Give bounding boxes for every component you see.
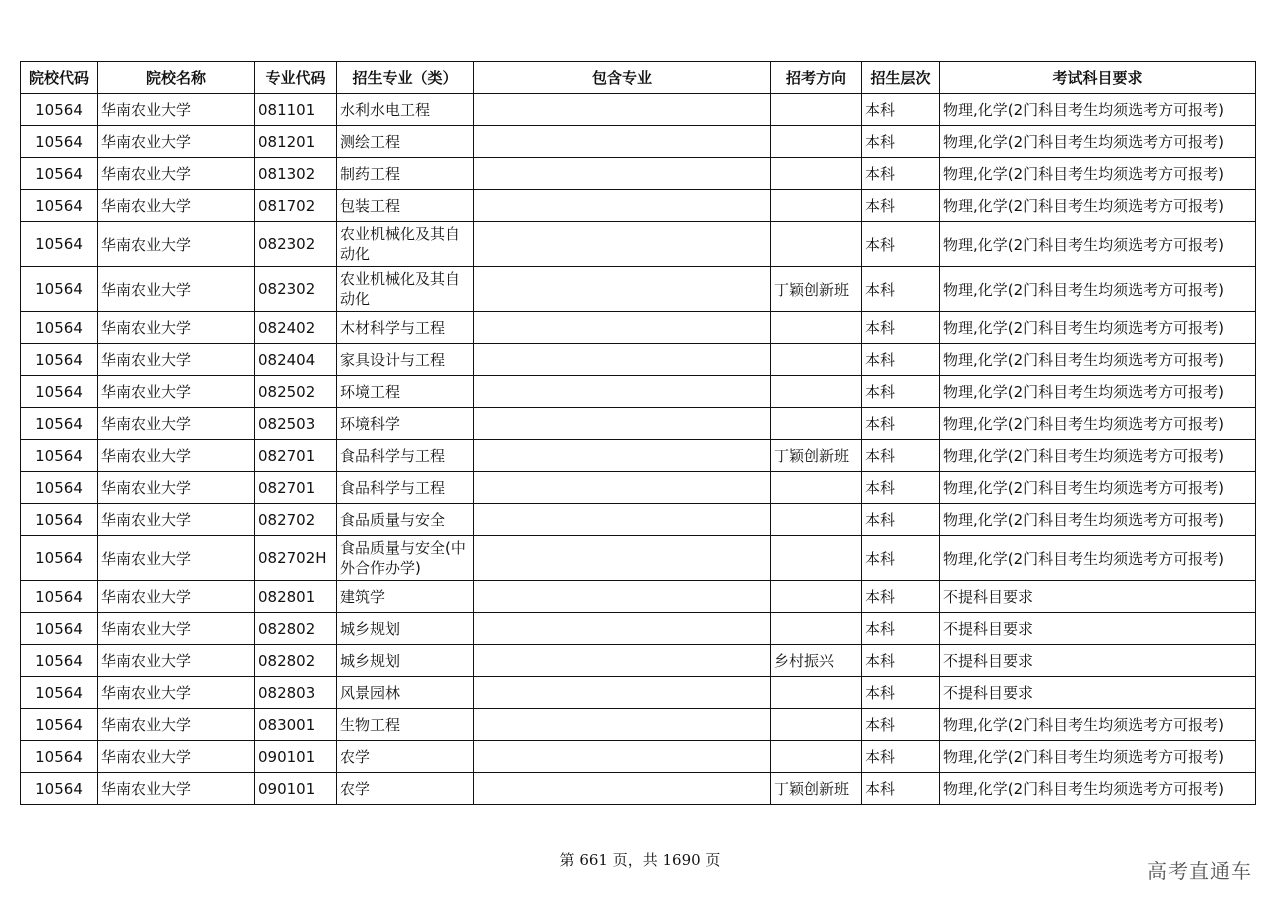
table-cell: 081302 [255, 158, 337, 190]
table-cell: 本科 [862, 376, 940, 408]
table-row [21, 408, 1256, 440]
table-cell: 华南农业大学 [98, 158, 255, 190]
table-cell: 物理,化学(2门科目考生均须选考方可报考) [940, 222, 1256, 267]
table-cell: 10564 [21, 504, 98, 536]
table-cell [474, 536, 771, 581]
table-cell: 建筑学 [337, 581, 474, 613]
table-cell: 华南农业大学 [98, 190, 255, 222]
table-cell: 本科 [862, 190, 940, 222]
table-cell: 物理,化学(2门科目考生均须选考方可报考) [940, 158, 1256, 190]
table-row [21, 536, 1256, 581]
header-school-code: 院校代码 [21, 62, 98, 94]
table-row [21, 741, 1256, 773]
table-cell: 华南农业大学 [98, 581, 255, 613]
table-cell: 本科 [862, 94, 940, 126]
table-row [21, 581, 1256, 613]
table-cell: 本科 [862, 126, 940, 158]
table-cell: 本科 [862, 504, 940, 536]
table-row [21, 312, 1256, 344]
table-cell: 环境工程 [337, 376, 474, 408]
table-cell: 不提科目要求 [940, 645, 1256, 677]
table-cell: 082302 [255, 222, 337, 267]
table-cell: 082701 [255, 440, 337, 472]
table-cell: 华南农业大学 [98, 504, 255, 536]
table-cell [771, 536, 862, 581]
table-cell: 家具设计与工程 [337, 344, 474, 376]
table-row [21, 344, 1256, 376]
table-header-row [21, 62, 1256, 94]
table-cell: 10564 [21, 645, 98, 677]
table-cell [771, 408, 862, 440]
table-cell: 乡村振兴 [771, 645, 862, 677]
table-cell: 10564 [21, 94, 98, 126]
table-cell: 制药工程 [337, 158, 474, 190]
table-cell: 华南农业大学 [98, 344, 255, 376]
table-cell [771, 677, 862, 709]
table-cell: 本科 [862, 677, 940, 709]
table-cell: 物理,化学(2门科目考生均须选考方可报考) [940, 472, 1256, 504]
table-cell [474, 94, 771, 126]
header-included-majors: 包含专业 [474, 62, 771, 94]
table-cell: 10564 [21, 677, 98, 709]
table-row [21, 222, 1256, 267]
table-cell [474, 613, 771, 645]
table-cell: 华南农业大学 [98, 376, 255, 408]
header-major-name: 招生专业（类） [337, 62, 474, 94]
table-row [21, 94, 1256, 126]
table-cell: 物理,化学(2门科目考生均须选考方可报考) [940, 773, 1256, 805]
table-cell: 物理,化学(2门科目考生均须选考方可报考) [940, 536, 1256, 581]
table-cell: 082802 [255, 613, 337, 645]
table-cell: 不提科目要求 [940, 581, 1256, 613]
table-cell: 083001 [255, 709, 337, 741]
table-cell: 物理,化学(2门科目考生均须选考方可报考) [940, 709, 1256, 741]
table-cell: 华南农业大学 [98, 267, 255, 312]
table-cell [771, 222, 862, 267]
table-row [21, 504, 1256, 536]
table-cell: 082702 [255, 504, 337, 536]
table-cell: 10564 [21, 709, 98, 741]
table-cell [474, 472, 771, 504]
header-school-name: 院校名称 [98, 62, 255, 94]
table-cell: 082402 [255, 312, 337, 344]
header-subject-requirement: 考试科目要求 [940, 62, 1256, 94]
table-row [21, 645, 1256, 677]
table-row [21, 158, 1256, 190]
table-cell: 农业机械化及其自动化 [337, 222, 474, 267]
table-cell [474, 267, 771, 312]
table-cell [474, 344, 771, 376]
table-cell: 华南农业大学 [98, 741, 255, 773]
table-cell: 081702 [255, 190, 337, 222]
table-cell [474, 408, 771, 440]
watermark-logo: 高考直通车 [1147, 859, 1252, 883]
table-cell: 华南农业大学 [98, 645, 255, 677]
table-cell: 华南农业大学 [98, 408, 255, 440]
table-cell: 不提科目要求 [940, 677, 1256, 709]
table-row [21, 472, 1256, 504]
table-cell: 生物工程 [337, 709, 474, 741]
table-cell: 物理,化学(2门科目考生均须选考方可报考) [940, 440, 1256, 472]
table-cell: 082802 [255, 645, 337, 677]
table-cell: 本科 [862, 222, 940, 267]
table-cell: 测绘工程 [337, 126, 474, 158]
table-cell: 食品科学与工程 [337, 440, 474, 472]
table-row [21, 126, 1256, 158]
table-cell: 10564 [21, 376, 98, 408]
table-cell: 不提科目要求 [940, 613, 1256, 645]
table-cell [771, 504, 862, 536]
table-cell: 本科 [862, 472, 940, 504]
table-cell: 081101 [255, 94, 337, 126]
header-major-code: 专业代码 [255, 62, 337, 94]
table-cell: 10564 [21, 158, 98, 190]
table-cell: 本科 [862, 581, 940, 613]
table-cell [771, 613, 862, 645]
table-cell: 082503 [255, 408, 337, 440]
table-cell: 本科 [862, 709, 940, 741]
table-cell: 环境科学 [337, 408, 474, 440]
table-cell: 10564 [21, 773, 98, 805]
table-cell: 10564 [21, 222, 98, 267]
table-body [21, 94, 1256, 805]
table-cell: 10564 [21, 408, 98, 440]
table-cell: 物理,化学(2门科目考生均须选考方可报考) [940, 190, 1256, 222]
table-row [21, 677, 1256, 709]
table-cell: 物理,化学(2门科目考生均须选考方可报考) [940, 504, 1256, 536]
table-cell: 城乡规划 [337, 613, 474, 645]
table-cell: 10564 [21, 613, 98, 645]
table-cell: 华南农业大学 [98, 677, 255, 709]
table-cell: 水利水电工程 [337, 94, 474, 126]
table-cell [474, 504, 771, 536]
table-row [21, 440, 1256, 472]
table-cell: 木材科学与工程 [337, 312, 474, 344]
table-cell: 食品质量与安全(中外合作办学) [337, 536, 474, 581]
table-cell: 本科 [862, 773, 940, 805]
table-cell [474, 158, 771, 190]
table-cell: 物理,化学(2门科目考生均须选考方可报考) [940, 344, 1256, 376]
table-cell: 10564 [21, 536, 98, 581]
table-cell: 本科 [862, 344, 940, 376]
table-cell: 风景园林 [337, 677, 474, 709]
table-cell [771, 312, 862, 344]
table-row [21, 773, 1256, 805]
table-cell: 082801 [255, 581, 337, 613]
table-cell: 农学 [337, 741, 474, 773]
table-cell: 农业机械化及其自动化 [337, 267, 474, 312]
table-cell: 华南农业大学 [98, 440, 255, 472]
table-cell: 082302 [255, 267, 337, 312]
table-cell [474, 581, 771, 613]
table-cell [771, 158, 862, 190]
table-cell: 食品质量与安全 [337, 504, 474, 536]
table-cell [474, 190, 771, 222]
table-cell: 农学 [337, 773, 474, 805]
table-row [21, 376, 1256, 408]
table-cell: 物理,化学(2门科目考生均须选考方可报考) [940, 408, 1256, 440]
table-cell: 本科 [862, 613, 940, 645]
table-cell [474, 741, 771, 773]
table-cell: 物理,化学(2门科目考生均须选考方可报考) [940, 376, 1256, 408]
page-footer: 第 661 页，共 1690 页 [559, 851, 721, 869]
table-cell [474, 773, 771, 805]
table-cell: 10564 [21, 741, 98, 773]
table-cell [474, 645, 771, 677]
table-cell: 10564 [21, 126, 98, 158]
table-row [21, 709, 1256, 741]
table-cell: 物理,化学(2门科目考生均须选考方可报考) [940, 741, 1256, 773]
table-cell: 华南农业大学 [98, 472, 255, 504]
table-cell: 华南农业大学 [98, 613, 255, 645]
table-cell [771, 190, 862, 222]
table-cell [771, 344, 862, 376]
table-cell: 081201 [255, 126, 337, 158]
table-cell [474, 222, 771, 267]
table-cell: 10564 [21, 190, 98, 222]
table-cell: 城乡规划 [337, 645, 474, 677]
table-cell: 本科 [862, 312, 940, 344]
table-cell: 丁颖创新班 [771, 440, 862, 472]
table-cell: 丁颖创新班 [771, 267, 862, 312]
table-cell [771, 581, 862, 613]
header-direction: 招考方向 [771, 62, 862, 94]
table-cell: 华南农业大学 [98, 126, 255, 158]
table-cell: 华南农业大学 [98, 536, 255, 581]
table-cell: 10564 [21, 581, 98, 613]
table-cell: 物理,化学(2门科目考生均须选考方可报考) [940, 94, 1256, 126]
table-cell: 本科 [862, 158, 940, 190]
table-cell [771, 126, 862, 158]
table-cell [474, 440, 771, 472]
table-cell [474, 312, 771, 344]
table-cell: 物理,化学(2门科目考生均须选考方可报考) [940, 126, 1256, 158]
table-cell [474, 677, 771, 709]
table-cell: 082702H [255, 536, 337, 581]
table-cell: 食品科学与工程 [337, 472, 474, 504]
table-cell: 华南农业大学 [98, 222, 255, 267]
table-cell: 丁颖创新班 [771, 773, 862, 805]
table-cell: 090101 [255, 773, 337, 805]
table-cell: 10564 [21, 472, 98, 504]
table-cell: 本科 [862, 408, 940, 440]
table-cell: 082502 [255, 376, 337, 408]
table-cell: 本科 [862, 440, 940, 472]
table-cell: 包装工程 [337, 190, 474, 222]
table-cell: 华南农业大学 [98, 94, 255, 126]
table-cell: 10564 [21, 267, 98, 312]
table-cell: 10564 [21, 344, 98, 376]
table-cell: 082404 [255, 344, 337, 376]
table-cell [771, 376, 862, 408]
table-cell: 本科 [862, 267, 940, 312]
table-cell: 华南农业大学 [98, 773, 255, 805]
table-cell: 10564 [21, 312, 98, 344]
table-cell: 华南农业大学 [98, 312, 255, 344]
table-cell: 090101 [255, 741, 337, 773]
table-cell [771, 472, 862, 504]
table-cell [771, 94, 862, 126]
table-row [21, 613, 1256, 645]
table-cell: 本科 [862, 536, 940, 581]
table-cell [474, 709, 771, 741]
table-cell: 物理,化学(2门科目考生均须选考方可报考) [940, 267, 1256, 312]
table-cell: 本科 [862, 645, 940, 677]
table-cell [771, 741, 862, 773]
table-cell [474, 376, 771, 408]
table-cell [771, 709, 862, 741]
table-cell: 082701 [255, 472, 337, 504]
table-cell: 物理,化学(2门科目考生均须选考方可报考) [940, 312, 1256, 344]
admission-table [20, 61, 1256, 805]
table-cell: 华南农业大学 [98, 709, 255, 741]
table-row [21, 190, 1256, 222]
table-row [21, 267, 1256, 312]
table-cell: 082803 [255, 677, 337, 709]
table-cell: 本科 [862, 741, 940, 773]
table-cell [474, 126, 771, 158]
header-level: 招生层次 [862, 62, 940, 94]
table-cell: 10564 [21, 440, 98, 472]
